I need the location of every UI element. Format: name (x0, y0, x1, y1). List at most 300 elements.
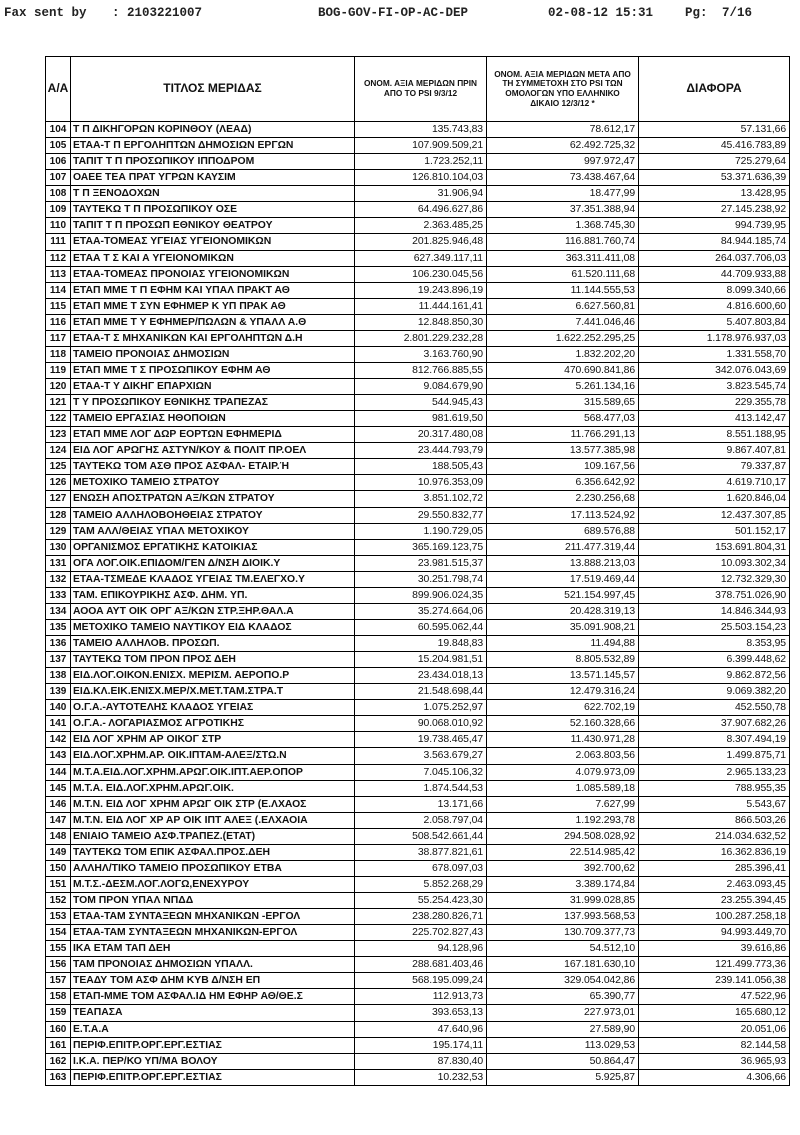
account-title: Μ.Τ.Α. ΕΙΔ.ΛΟΓ.ΧΡΗΜ.ΑΡΩΓ.ΟΙΚ. (71, 780, 355, 796)
table-row (46, 1021, 790, 1037)
value-after-psi: 329.054.042,86 (487, 973, 639, 989)
row-number: 110 (46, 218, 71, 234)
table-row (46, 1053, 790, 1069)
account-title: ΕΤΑΠ ΜΜΕ Τ ΣΥΝ ΕΦΗΜΕΡ Κ ΥΠ ΠΡΑΚ ΑΘ (71, 298, 355, 314)
row-number: 124 (46, 443, 71, 459)
difference: 4.306,66 (639, 1069, 790, 1085)
account-title: Μ.Τ.Ν. ΕΙΔ ΛΟΓ ΧΡ ΑΡ ΟΙΚ ΙΠΤ ΑΛΕΞ (.ΕΛΧΑΟΙΑ (71, 812, 355, 828)
value-before-psi: 2.801.229.232,28 (355, 330, 487, 346)
row-number: 135 (46, 619, 71, 635)
value-after-psi: 54.512,10 (487, 941, 639, 957)
difference: 39.616,86 (639, 941, 790, 957)
row-number: 131 (46, 555, 71, 571)
value-after-psi: 13.571.145,57 (487, 668, 639, 684)
row-number: 147 (46, 812, 71, 828)
value-before-psi: 10.976.353,09 (355, 475, 487, 491)
value-before-psi: 9.084.679,90 (355, 379, 487, 395)
document-page (45, 56, 789, 1086)
table-row (46, 330, 790, 346)
difference: 501.152,17 (639, 523, 790, 539)
account-title: ΜΕΤΟΧΙΚΟ ΤΑΜΕΙΟ ΝΑΥΤΙΚΟΥ ΕΙΔ ΚΛΑΔΟΣ (71, 619, 355, 635)
table-row (46, 346, 790, 362)
row-number: 155 (46, 941, 71, 957)
value-after-psi: 78.612,17 (487, 122, 639, 138)
value-after-psi: 1.085.589,18 (487, 780, 639, 796)
table-row (46, 925, 790, 941)
value-before-psi: 627.349.117,11 (355, 250, 487, 266)
difference: 8.551.188,95 (639, 427, 790, 443)
table-row (46, 379, 790, 395)
row-number: 149 (46, 844, 71, 860)
row-number: 156 (46, 957, 71, 973)
difference: 2.463.093,45 (639, 876, 790, 892)
account-title: ΕΙΔ.ΛΟΓ.ΟΙΚΟΝ.ΕΝΙΣΧ. ΜΕΡΙΣΜ. ΑΕΡΟΠΟ.Ρ (71, 668, 355, 684)
value-before-psi: 20.317.480,08 (355, 427, 487, 443)
account-title: ΤΑΥΤΕΚΩ ΤΟΜ ΠΡΟΝ ΠΡΟΣ ΔΕΗ (71, 652, 355, 668)
row-number: 127 (46, 491, 71, 507)
row-number: 109 (46, 202, 71, 218)
value-before-psi: 135.743,83 (355, 122, 487, 138)
difference: 12.732.329,30 (639, 571, 790, 587)
value-after-psi: 392.700,62 (487, 860, 639, 876)
row-number: 134 (46, 603, 71, 619)
difference: 285.396,41 (639, 860, 790, 876)
row-number: 125 (46, 459, 71, 475)
value-before-psi: 1.874.544,53 (355, 780, 487, 796)
account-title: ΤΑΜΕΙΟ ΠΡΟΝΟΙΑΣ ΔΗΜΟΣΙΩΝ (71, 346, 355, 362)
value-before-psi: 94.128,96 (355, 941, 487, 957)
table-row (46, 844, 790, 860)
header-value-before-psi: ΟΝΟΜ. ΑΞΙΑ ΜΕΡΙΔΩΝ ΠΡΙΝ ΑΠΟ ΤΟ PSI 9/3/12 (355, 57, 487, 122)
table-row (46, 636, 790, 652)
table-row (46, 587, 790, 603)
table-row (46, 282, 790, 298)
account-title: ΤΑΠΙΤ Τ Π ΠΡΟΣΩΠΙΚΟΥ ΙΠΠΟΔΡΟΜ (71, 154, 355, 170)
value-before-psi: 188.505,43 (355, 459, 487, 475)
fax-sender-number: : 2103221007 (112, 6, 203, 20)
value-after-psi: 17.519.469,44 (487, 571, 639, 587)
fax-header (0, 4, 800, 24)
fax-sent-by-label: Fax sent by (4, 6, 87, 20)
table-row (46, 764, 790, 780)
account-title: Τ Π ΔΙΚΗΓΟΡΩΝ ΚΟΡΙΝΘΟΥ (ΛΕΑΔ) (71, 122, 355, 138)
account-title: ΤΑΥΤΕΚΩ ΤΟΜ ΑΣΘ ΠΡΟΣ ΑΣΦΑΛ- ΕΤΑΙΡ.Ή (71, 459, 355, 475)
value-after-psi: 568.477,03 (487, 411, 639, 427)
value-after-psi: 11.494,88 (487, 636, 639, 652)
difference: 79.337,87 (639, 459, 790, 475)
value-before-psi: 19.738.465,47 (355, 732, 487, 748)
table-row (46, 427, 790, 443)
table-row (46, 812, 790, 828)
value-after-psi: 109.167,56 (487, 459, 639, 475)
value-after-psi: 62.492.725,32 (487, 138, 639, 154)
row-number: 126 (46, 475, 71, 491)
value-before-psi: 55.254.423,30 (355, 893, 487, 909)
value-before-psi: 11.444.161,41 (355, 298, 487, 314)
difference: 57.131,66 (639, 122, 790, 138)
table-row (46, 973, 790, 989)
account-title: ΠΕΡΙΦ.ΕΠΙΤΡ.ΟΡΓ.ΕΡΓ.ΕΣΤΙΑΣ (71, 1069, 355, 1085)
difference: 378.751.026,90 (639, 587, 790, 603)
value-before-psi: 64.496.627,86 (355, 202, 487, 218)
row-number: 144 (46, 764, 71, 780)
table-row (46, 668, 790, 684)
row-number: 130 (46, 539, 71, 555)
value-before-psi: 21.548.698,44 (355, 684, 487, 700)
account-title: ΕΤΑΑ-ΤΟΜΕΑΣ ΥΓΕΙΑΣ ΥΓΕΙΟΝΟΜΙΚΩΝ (71, 234, 355, 250)
difference: 94.993.449,70 (639, 925, 790, 941)
value-after-psi: 521.154.997,45 (487, 587, 639, 603)
table-row (46, 619, 790, 635)
difference: 165.680,12 (639, 1005, 790, 1021)
table-row (46, 555, 790, 571)
difference: 9.862.872,56 (639, 668, 790, 684)
difference: 27.145.238,92 (639, 202, 790, 218)
table-row (46, 909, 790, 925)
table-row (46, 603, 790, 619)
difference: 229.355,78 (639, 395, 790, 411)
value-before-psi: 981.619,50 (355, 411, 487, 427)
difference: 8.307.494,19 (639, 732, 790, 748)
table-row (46, 796, 790, 812)
value-after-psi: 116.881.760,74 (487, 234, 639, 250)
account-title: ΤΑΠΙΤ Τ Π ΠΡΟΣΩΠ ΕΘΝΙΚΟΥ ΘΕΑΤΡΟΥ (71, 218, 355, 234)
value-after-psi: 167.181.630,10 (487, 957, 639, 973)
difference: 8.099.340,66 (639, 282, 790, 298)
row-number: 158 (46, 989, 71, 1005)
difference: 23.255.394,45 (639, 893, 790, 909)
value-after-psi: 50.864,47 (487, 1053, 639, 1069)
value-before-psi: 47.640,96 (355, 1021, 487, 1037)
value-after-psi: 113.029,53 (487, 1037, 639, 1053)
row-number: 160 (46, 1021, 71, 1037)
row-number: 162 (46, 1053, 71, 1069)
difference: 153.691.804,31 (639, 539, 790, 555)
value-after-psi: 52.160.328,66 (487, 716, 639, 732)
account-title: ΟΑΕΕ ΤΕΑ ΠΡΑΤ ΥΓΡΩΝ ΚΑΥΣΙΜ (71, 170, 355, 186)
fax-page-value: 7/16 (722, 6, 753, 20)
account-title: ΙΚΑ ΕΤΑΜ ΤΑΠ ΔΕΗ (71, 941, 355, 957)
difference: 413.142,47 (639, 411, 790, 427)
value-before-psi: 112.913,73 (355, 989, 487, 1005)
difference: 452.550,78 (639, 700, 790, 716)
row-number: 153 (46, 909, 71, 925)
value-before-psi: 29.550.832,77 (355, 507, 487, 523)
row-number: 129 (46, 523, 71, 539)
value-after-psi: 22.514.985,42 (487, 844, 639, 860)
row-number: 120 (46, 379, 71, 395)
value-before-psi: 23.444.793,79 (355, 443, 487, 459)
value-before-psi: 5.852.268,29 (355, 876, 487, 892)
value-after-psi: 8.805.532,89 (487, 652, 639, 668)
table-row (46, 989, 790, 1005)
table-row (46, 411, 790, 427)
value-before-psi: 60.595.062,44 (355, 619, 487, 635)
account-title: ΤΑΜ. ΕΠΙΚΟΥΡΙΚΗΣ ΑΣΦ. ΔΗΜ. ΥΠ. (71, 587, 355, 603)
account-title: Μ.Τ.Α.ΕΙΔ.ΛΟΓ.ΧΡΗΜ.ΑΡΩΓ.ΟΙΚ.ΙΠΤ.ΑΕΡ.ΟΠΟΡ (71, 764, 355, 780)
value-before-psi: 12.848.850,30 (355, 314, 487, 330)
value-before-psi: 35.274.664,06 (355, 603, 487, 619)
value-after-psi: 11.144.555,53 (487, 282, 639, 298)
value-before-psi: 3.163.760,90 (355, 346, 487, 362)
table-row (46, 170, 790, 186)
account-title: ΕΤΑΑ-Τ Σ ΜΗΧΑΝΙΚΩΝ ΚΑΙ ΕΡΓΟΛΗΠΤΩΝ Δ.Η (71, 330, 355, 346)
row-number: 140 (46, 700, 71, 716)
difference: 12.437.307,85 (639, 507, 790, 523)
value-after-psi: 137.993.568,53 (487, 909, 639, 925)
value-before-psi: 2.058.797,04 (355, 812, 487, 828)
value-after-psi: 20.428.319,13 (487, 603, 639, 619)
value-after-psi: 6.356.642,92 (487, 475, 639, 491)
row-number: 118 (46, 346, 71, 362)
row-number: 113 (46, 266, 71, 282)
table-row (46, 218, 790, 234)
value-after-psi: 13.888.213,03 (487, 555, 639, 571)
account-title: ΤΕΑΠΑΣΑ (71, 1005, 355, 1021)
value-before-psi: 288.681.403,46 (355, 957, 487, 973)
account-title: ΕΙΔ.ΚΛ.ΕΙΚ.ΕΝΙΣΧ.ΜΕΡ/Χ.ΜΕΤ.ΤΑΜ.ΣΤΡΑ.Τ (71, 684, 355, 700)
row-number: 136 (46, 636, 71, 652)
difference: 4.816.600,60 (639, 298, 790, 314)
value-after-psi: 315.589,65 (487, 395, 639, 411)
value-before-psi: 30.251.798,74 (355, 571, 487, 587)
value-after-psi: 1.368.745,30 (487, 218, 639, 234)
account-title: ΕΤΑΑ Τ Σ ΚΑΙ Α ΥΓΕΙΟΝΟΜΙΚΩΝ (71, 250, 355, 266)
difference: 994.739,95 (639, 218, 790, 234)
account-title: ΤΑΥΤΕΚΩ Τ Π ΠΡΟΣΩΠΙΚΟΥ ΟΣΕ (71, 202, 355, 218)
row-number: 119 (46, 362, 71, 378)
table-row (46, 138, 790, 154)
value-after-psi: 2.230.256,68 (487, 491, 639, 507)
account-value-table (45, 56, 790, 1086)
value-before-psi: 201.825.946,48 (355, 234, 487, 250)
table-row (46, 459, 790, 475)
difference: 264.037.706,03 (639, 250, 790, 266)
difference: 788.955,35 (639, 780, 790, 796)
row-number: 105 (46, 138, 71, 154)
account-title: ΕΤΑΑ-ΤΑΜ ΣΥΝΤΑΞΕΩΝ ΜΗΧΑΝΙΚΩΝ -ΕΡΓΟΛ (71, 909, 355, 925)
account-title: ΕΤΑΠ ΜΜΕ Τ Π ΕΦΗΜ ΚΑΙ ΥΠΑΛ ΠΡΑΚΤ ΑΘ (71, 282, 355, 298)
table-row (46, 186, 790, 202)
account-title: ΕΤΑΑ-ΤΟΜΕΑΣ ΠΡΟΝΟΙΑΣ ΥΓΕΙΟΝΟΜΙΚΩΝ (71, 266, 355, 282)
row-number: 114 (46, 282, 71, 298)
row-number: 161 (46, 1037, 71, 1053)
account-title: Τ Υ ΠΡΟΣΩΠΙΚΟΥ ΕΘΝΙΚΗΣ ΤΡΑΠΕΖΑΣ (71, 395, 355, 411)
value-after-psi: 7.627,99 (487, 796, 639, 812)
value-after-psi: 12.479.316,24 (487, 684, 639, 700)
account-title: ΕΝΙΑΙΟ ΤΑΜΕΙΟ ΑΣΦ.ΤΡΑΠΕΖ.(ΕΤΑΤ) (71, 828, 355, 844)
account-title: ΤΑΜΕΙΟ ΑΛΛΗΛΟΒΟΗΘΕΙΑΣ ΣΤΡΑΤΟΥ (71, 507, 355, 523)
difference: 5.407.803,84 (639, 314, 790, 330)
value-after-psi: 2.063.803,56 (487, 748, 639, 764)
table-row (46, 250, 790, 266)
row-number: 145 (46, 780, 71, 796)
table-row (46, 154, 790, 170)
table-row (46, 298, 790, 314)
value-after-psi: 4.079.973,09 (487, 764, 639, 780)
row-number: 138 (46, 668, 71, 684)
table-row (46, 1005, 790, 1021)
header-account-title: ΤΙΤΛΟΣ ΜΕΡΙΔΑΣ (71, 57, 355, 122)
difference: 36.965,93 (639, 1053, 790, 1069)
value-after-psi: 1.622.252.295,25 (487, 330, 639, 346)
value-after-psi: 17.113.524,92 (487, 507, 639, 523)
value-after-psi: 294.508.028,92 (487, 828, 639, 844)
table-row (46, 507, 790, 523)
value-before-psi: 238.280.826,71 (355, 909, 487, 925)
row-number: 141 (46, 716, 71, 732)
value-before-psi: 87.830,40 (355, 1053, 487, 1069)
account-title: ΕΙΔ ΛΟΓ ΑΡΩΓΗΣ ΑΣΤΥΝ/ΚΟΥ & ΠΟΛΙΤ ΠΡ.ΟΕΛ (71, 443, 355, 459)
account-title: Τ Π ΞΕΝΟΔΟΧΩΝ (71, 186, 355, 202)
account-title: ΤΑΜΕΙΟ ΑΛΛΗΛΟΒ. ΠΡΟΣΩΠ. (71, 636, 355, 652)
difference: 5.543,67 (639, 796, 790, 812)
difference: 13.428,95 (639, 186, 790, 202)
difference: 3.823.545,74 (639, 379, 790, 395)
value-before-psi: 38.877.821,61 (355, 844, 487, 860)
difference: 1.620.846,04 (639, 491, 790, 507)
table-row (46, 716, 790, 732)
table-row (46, 828, 790, 844)
difference: 16.362.836,19 (639, 844, 790, 860)
difference: 1.178.976.937,03 (639, 330, 790, 346)
account-title: Μ.Τ.Ν. ΕΙΔ ΛΟΓ ΧΡΗΜ ΑΡΩΓ ΟΙΚ ΣΤΡ (Ε.ΛΧΑΟΣ (71, 796, 355, 812)
value-before-psi: 678.097,03 (355, 860, 487, 876)
difference: 214.034.632,52 (639, 828, 790, 844)
value-after-psi: 61.520.111,68 (487, 266, 639, 282)
table-header-row (46, 57, 790, 122)
difference: 84.944.185,74 (639, 234, 790, 250)
value-before-psi: 812.766.885,55 (355, 362, 487, 378)
value-after-psi: 27.589,90 (487, 1021, 639, 1037)
table-row (46, 860, 790, 876)
table-row (46, 266, 790, 282)
row-number: 121 (46, 395, 71, 411)
difference: 10.093.302,34 (639, 555, 790, 571)
difference: 2.965.133,23 (639, 764, 790, 780)
row-number: 115 (46, 298, 71, 314)
row-number: 163 (46, 1069, 71, 1085)
account-title: ΕΤΑΠ ΜΜΕ Τ Σ ΠΡΟΣΩΠΙΚΟΥ ΕΦΗΜ ΑΘ (71, 362, 355, 378)
row-number: 108 (46, 186, 71, 202)
row-number: 122 (46, 411, 71, 427)
value-before-psi: 1.723.252,11 (355, 154, 487, 170)
value-before-psi: 107.909.509,21 (355, 138, 487, 154)
value-after-psi: 3.389.174,84 (487, 876, 639, 892)
difference: 44.709.933,88 (639, 266, 790, 282)
table-row (46, 876, 790, 892)
table-row (46, 571, 790, 587)
difference: 47.522,96 (639, 989, 790, 1005)
table-row (46, 1037, 790, 1053)
value-after-psi: 211.477.319,44 (487, 539, 639, 555)
table-row (46, 443, 790, 459)
table-row (46, 395, 790, 411)
account-title: ΟΡΓΑΝΙΣΜΟΣ ΕΡΓΑΤΙΚΗΣ ΚΑΤΟΙΚΙΑΣ (71, 539, 355, 555)
account-title: Ο.Γ.Α.-ΑΥΤΟΤΕΛΗΣ ΚΛΑΔΟΣ ΥΓΕΙΑΣ (71, 700, 355, 716)
row-number: 152 (46, 893, 71, 909)
table-row (46, 893, 790, 909)
difference: 45.416.783,89 (639, 138, 790, 154)
row-number: 112 (46, 250, 71, 266)
fax-datetime: 02-08-12 15:31 (548, 6, 654, 20)
account-title: ΑΟΟΑ ΑΥΤ ΟΙΚ ΟΡΓ ΑΞ/ΚΩΝ ΣΤΡ.ΞΗΡ.ΘΑΛ.Α (71, 603, 355, 619)
value-after-psi: 689.576,88 (487, 523, 639, 539)
value-before-psi: 23.434.018,13 (355, 668, 487, 684)
table-body (46, 122, 790, 1086)
row-number: 104 (46, 122, 71, 138)
value-after-psi: 13.577.385,98 (487, 443, 639, 459)
value-before-psi: 225.702.827,43 (355, 925, 487, 941)
difference: 53.371.636,39 (639, 170, 790, 186)
value-after-psi: 73.438.467,64 (487, 170, 639, 186)
table-row (46, 748, 790, 764)
value-before-psi: 15.204.981,51 (355, 652, 487, 668)
account-title: ΕΙΔ.ΛΟΓ.ΧΡΗΜ.ΑΡ. ΟΙΚ.ΙΠΤΑΜ-ΑΛΕΞ/ΣΤΩ.Ν (71, 748, 355, 764)
row-number: 133 (46, 587, 71, 603)
value-before-psi: 10.232,53 (355, 1069, 487, 1085)
value-after-psi: 997.972,47 (487, 154, 639, 170)
account-title: Ε.Τ.Α.Α (71, 1021, 355, 1037)
value-before-psi: 13.171,66 (355, 796, 487, 812)
value-before-psi: 393.653,13 (355, 1005, 487, 1021)
account-title: ΤΑΥΤΕΚΩ ΤΟΜ ΕΠΙΚ ΑΣΦΑΛ.ΠΡΟΣ.ΔΕΗ (71, 844, 355, 860)
value-after-psi: 1.192.293,78 (487, 812, 639, 828)
value-after-psi: 11.430.971,28 (487, 732, 639, 748)
difference: 6.399.448,62 (639, 652, 790, 668)
account-title: ΕΤΑΑ-ΤΑΜ ΣΥΝΤΑΞΕΩΝ ΜΗΧΑΝΙΚΩΝ-ΕΡΓΟΛ (71, 925, 355, 941)
value-before-psi: 106.230.045,56 (355, 266, 487, 282)
difference: 342.076.043,69 (639, 362, 790, 378)
value-after-psi: 18.477,99 (487, 186, 639, 202)
row-number: 106 (46, 154, 71, 170)
difference: 1.499.875,71 (639, 748, 790, 764)
account-title: ΤΕΑΔΥ ΤΟΜ ΑΣΦ ΔΗΜ ΚΥΒ Δ/ΝΣΗ ΕΠ (71, 973, 355, 989)
row-number: 107 (46, 170, 71, 186)
account-title: ΟΓΑ ΛΟΓ.ΟΙΚ.ΕΠΙΔΟΜ/ΓΕΝ Δ/ΝΣΗ ΔΙΟΙΚ.Υ (71, 555, 355, 571)
row-number: 111 (46, 234, 71, 250)
account-title: ΕΙΔ ΛΟΓ ΧΡΗΜ ΑΡ ΟΙΚΟΓ ΣΤΡ (71, 732, 355, 748)
table-row (46, 475, 790, 491)
value-after-psi: 35.091.908,21 (487, 619, 639, 635)
value-before-psi: 365.169.123,75 (355, 539, 487, 555)
table-row (46, 122, 790, 138)
table-row (46, 314, 790, 330)
value-after-psi: 130.709.377,73 (487, 925, 639, 941)
row-number: 146 (46, 796, 71, 812)
row-number: 137 (46, 652, 71, 668)
row-number: 139 (46, 684, 71, 700)
value-before-psi: 31.906,94 (355, 186, 487, 202)
table-row (46, 941, 790, 957)
account-title: ΕΤΑΠ-ΜΜΕ ΤΟΜ ΑΣΦΑΛ.ΙΔ ΗΜ ΕΦΗΡ ΑΘ/ΘΕ.Σ (71, 989, 355, 1005)
account-title: Μ.Τ.Σ.-ΔΕΣΜ.ΛΟΓ.ΛΟΓΩ,ΕΝΕΧΥΡΟΥ (71, 876, 355, 892)
account-title: ΕΤΑΑ-ΤΣΜΕΔΕ ΚΛΑΔΟΣ ΥΓΕΙΑΣ ΤΜ.ΕΛΕΓΧΟ.Υ (71, 571, 355, 587)
difference: 4.619.710,17 (639, 475, 790, 491)
value-before-psi: 3.563.679,27 (355, 748, 487, 764)
value-before-psi: 544.945,43 (355, 395, 487, 411)
difference: 866.503,26 (639, 812, 790, 828)
table-row (46, 780, 790, 796)
difference: 100.287.258,18 (639, 909, 790, 925)
row-number: 132 (46, 571, 71, 587)
value-before-psi: 1.075.252,97 (355, 700, 487, 716)
table-row (46, 523, 790, 539)
table-row (46, 732, 790, 748)
value-before-psi: 7.045.106,32 (355, 764, 487, 780)
value-after-psi: 5.261.134,16 (487, 379, 639, 395)
difference: 20.051,06 (639, 1021, 790, 1037)
